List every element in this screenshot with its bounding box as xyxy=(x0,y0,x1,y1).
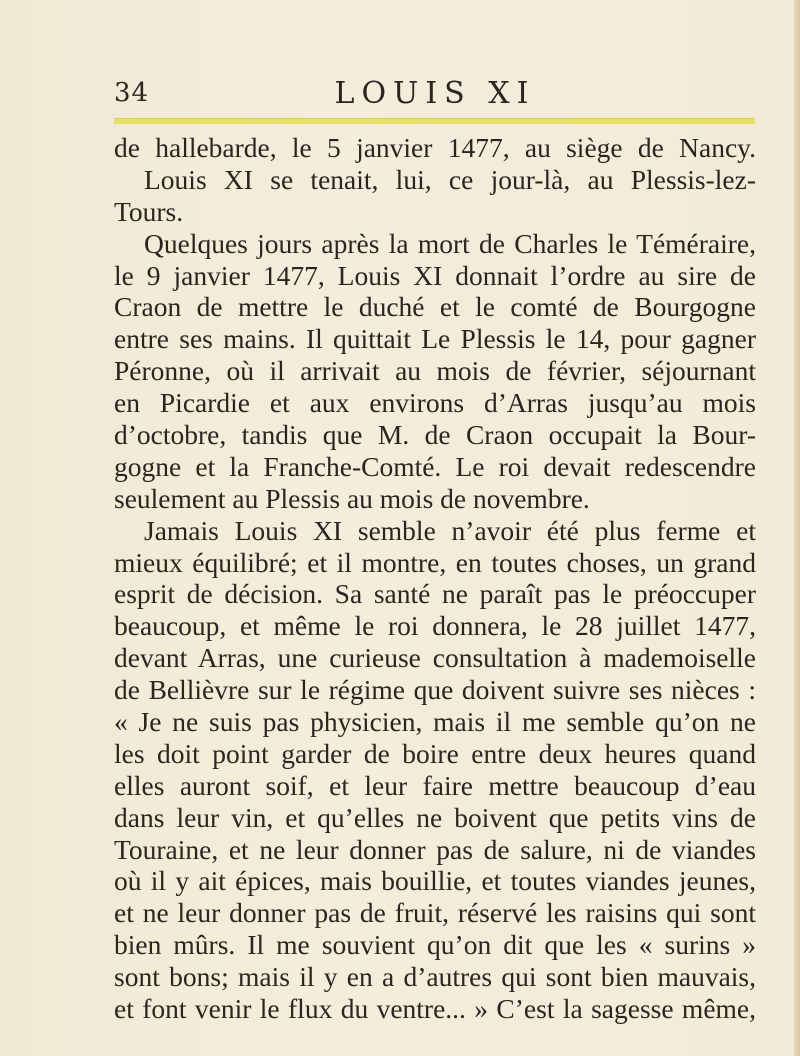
text-line: esprit de décision. Sa santé ne paraît pas le préoccuper xyxy=(114,578,756,610)
text-line: Quelques jours après la mort de Charles le Téméraire, xyxy=(144,227,756,259)
text-line: « Je ne suis pas physicien, mais il me semble qu’on ne xyxy=(114,706,756,738)
text-line: où il y ait épices, mais bouillie, et toutes viandes jeunes, xyxy=(114,865,756,897)
text-line: Jamais Louis XI semble n’avoir été plus ferme et xyxy=(144,514,756,546)
running-title: LOUIS XI xyxy=(334,76,536,111)
text-line: elles auront soif, et leur faire mettre beaucoup d’eau xyxy=(114,769,756,801)
text-line: d’octobre, tandis que M. de Craon occupait la Bour- xyxy=(114,419,756,451)
header-rule xyxy=(114,118,755,124)
body-text xyxy=(114,132,756,1025)
text-line: seulement au Plessis au mois de novembre. xyxy=(114,482,590,514)
text-line: devant Arras, une curieuse consultation à mademoiselle xyxy=(114,642,756,674)
text-line: Tours. xyxy=(114,195,184,227)
text-line: et ne leur donner pas de fruit, réservé les raisins qui sont xyxy=(114,897,756,929)
text-line: sont bons; mais il y en a d’autres qui sont bien mauvais, xyxy=(114,961,756,993)
text-line: gogne et la Franche-Comté. Le roi devait redescendre xyxy=(114,450,756,482)
page-number: 34 xyxy=(114,78,150,108)
page-header xyxy=(114,72,756,116)
text-line: beaucoup, et même le roi donnera, le 28 juillet 1477, xyxy=(114,610,756,642)
text-line: entre ses mains. Il quittait Le Plessis le 14, pour gagner xyxy=(114,323,756,355)
text-line: en Picardie et aux environs d’Arras jusqu’au mois xyxy=(114,387,756,419)
text-line: de Bellièvre sur le régime que doivent suivre ses nièces : xyxy=(114,674,756,706)
text-line: mieux équilibré; et il montre, en toutes choses, un grand xyxy=(114,546,756,578)
text-line: Louis XI se tenait, lui, ce jour-là, au Plessis-lez- xyxy=(144,163,756,195)
text-line: de hallebarde, le 5 janvier 1477, au siège de Nancy. xyxy=(114,132,756,163)
text-line: dans leur vin, et qu’elles ne boivent que petits vins de xyxy=(114,801,756,833)
text-line: bien mûrs. Il me souvient qu’on dit que les « surins » xyxy=(114,929,756,961)
page-edge xyxy=(794,0,800,1056)
text-line: les doit point garder de boire entre deux heures quand xyxy=(114,737,756,769)
text-line: Craon de mettre le duché et le comté de Bourgogne xyxy=(114,291,756,323)
text-line: Touraine, et ne leur donner pas de salure, ni de viandes xyxy=(114,833,756,865)
text-line: le 9 janvier 1477, Louis XI donnait l’ordre au sire de xyxy=(114,259,756,291)
text-line: Péronne, où il arrivait au mois de février, séjournant xyxy=(114,355,756,387)
text-line: et font venir le flux du ventre... » C’est la sagesse même, xyxy=(114,993,756,1025)
